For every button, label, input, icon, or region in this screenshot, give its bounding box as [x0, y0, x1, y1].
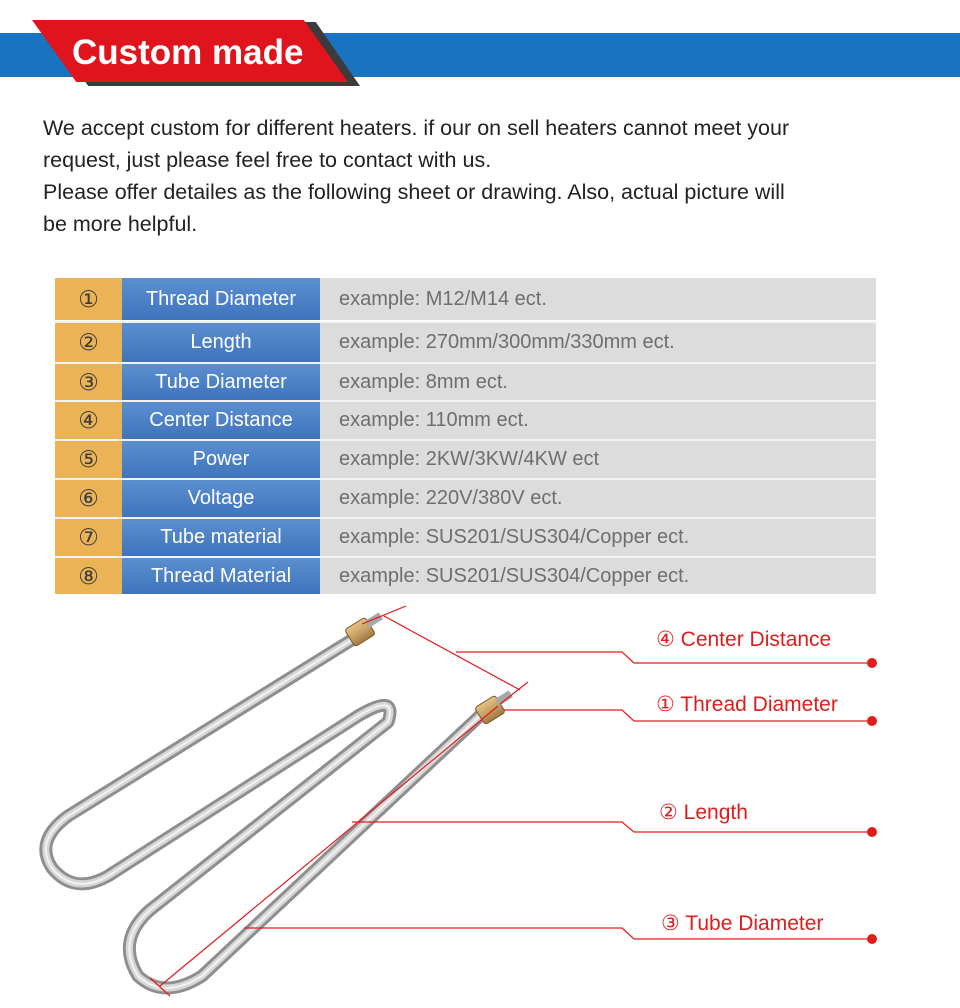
spec-number: ⑥	[55, 480, 122, 517]
spec-example: example: 220V/380V ect.	[320, 480, 876, 517]
intro-line: be more helpful.	[43, 212, 198, 236]
intro-line: We accept custom for different heaters. if our on sell heaters cannot meet your	[43, 116, 790, 140]
spec-example: example: SUS201/SUS304/Copper ect.	[320, 558, 876, 594]
spec-name: Center Distance	[122, 402, 320, 439]
spec-number: ③	[55, 364, 122, 400]
callout-thread-diameter: ① Thread Diameter	[656, 693, 838, 716]
spec-row-power	[55, 441, 876, 478]
spec-example: example: 2KW/3KW/4KW ect	[320, 441, 876, 478]
heater-diagram	[0, 594, 960, 1008]
spec-example: example: SUS201/SUS304/Copper ect.	[320, 519, 876, 556]
spec-example: example: 8mm ect.	[320, 364, 876, 400]
intro-line: Please offer detailes as the following sheet or drawing. Also, actual picture will	[43, 180, 785, 204]
spec-number: ⑦	[55, 519, 122, 556]
spec-row-tube-diameter	[55, 364, 876, 400]
section-banner	[0, 0, 960, 100]
spec-name: Tube Diameter	[122, 364, 320, 400]
spec-table	[55, 278, 876, 594]
intro-text	[43, 112, 923, 240]
spec-row-thread-material	[55, 558, 876, 594]
spec-name: Tube material	[122, 519, 320, 556]
heater-illustration	[0, 594, 960, 1008]
spec-name: Power	[122, 441, 320, 478]
heater-tube	[46, 636, 484, 988]
spec-row-thread-diameter	[55, 278, 876, 320]
spec-example: example: 270mm/300mm/330mm ect.	[320, 323, 876, 362]
spec-row-tube-material	[55, 519, 876, 556]
spec-name: Thread Diameter	[122, 278, 320, 320]
dimension-lines	[150, 606, 528, 996]
spec-example: example: M12/M14 ect.	[320, 278, 876, 320]
callout-tube-diameter: ③ Tube Diameter	[661, 912, 824, 935]
callout-center-distance: ④ Center Distance	[656, 628, 832, 651]
spec-name: Length	[122, 323, 320, 362]
intro-line: request, just please feel free to contact with us.	[43, 148, 492, 172]
spec-number: ②	[55, 323, 122, 362]
spec-row-voltage	[55, 480, 876, 517]
callout-length: ② Length	[659, 801, 748, 824]
spec-row-length	[55, 323, 876, 362]
banner-title: Custom made	[72, 33, 304, 72]
spec-row-center-distance	[55, 402, 876, 439]
leader-dots	[867, 658, 877, 944]
spec-name: Thread Material	[122, 558, 320, 594]
spec-number: ①	[55, 278, 122, 320]
spec-number: ⑧	[55, 558, 122, 594]
spec-example: example: 110mm ect.	[320, 402, 876, 439]
spec-name: Voltage	[122, 480, 320, 517]
spec-number: ⑤	[55, 441, 122, 478]
spec-number: ④	[55, 402, 122, 439]
